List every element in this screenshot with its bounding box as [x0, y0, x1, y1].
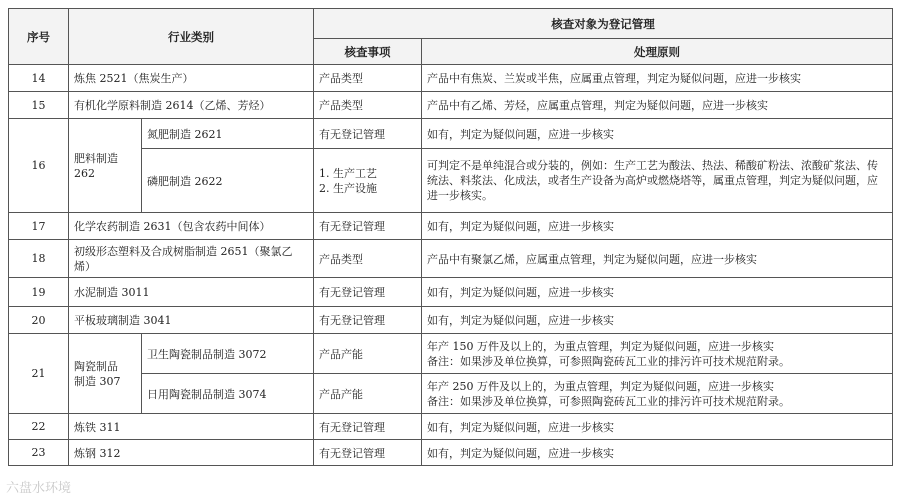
row-item: 产品类型: [314, 65, 422, 92]
row-item: 有无登记管理: [314, 119, 422, 149]
table-row: [9, 92, 893, 119]
row-subcategory: 磷肥制造 2622: [142, 149, 314, 213]
row-item: 产品类型: [314, 92, 422, 119]
table-row: [9, 278, 893, 307]
table-row: [9, 240, 893, 278]
row-industry: 初级形态塑料及合成树脂制造 2651（聚氯乙烯）: [69, 240, 314, 278]
row-seq: 14: [9, 65, 69, 92]
table-row: [9, 149, 893, 213]
header-seq: 序号: [9, 9, 69, 65]
row-principle: 如有，判定为疑似问题，应进一步核实: [422, 307, 893, 334]
row-principle: 产品中有乙烯、芳烃，应属重点管理，判定为疑似问题，应进一步核实: [422, 92, 893, 119]
header-principle: 处理原则: [422, 39, 893, 65]
row-item: 有无登记管理: [314, 440, 422, 466]
row-industry: 化学农药制造 2631（包含农药中间体）: [69, 213, 314, 240]
row-seq: 18: [9, 240, 69, 278]
row-seq: 17: [9, 213, 69, 240]
row-subcategory: 日用陶瓷制品制造 3074: [142, 374, 314, 414]
header-industry: 行业类别: [69, 9, 314, 65]
table-row: [9, 374, 893, 414]
table-row: [9, 213, 893, 240]
row-subcategory: 卫生陶瓷制品制造 3072: [142, 334, 314, 374]
row-group: 肥料制造 262: [69, 119, 142, 213]
row-principle: 可判定不是单纯混合或分装的，例如：生产工艺为酸法、热法、稀酸矿粉法、浓酸矿浆法、传统法、料浆法、化成法，或者生产设备为高炉或燃烧塔等，属重点管理，判定为疑似问题，应进一步核实。: [422, 149, 893, 213]
row-principle: 如有，判定为疑似问题，应进一步核实: [422, 414, 893, 440]
watermark: 六盘水环境: [6, 481, 72, 496]
row-item: 有无登记管理: [314, 213, 422, 240]
row-principle: 如有，判定为疑似问题，应进一步核实: [422, 278, 893, 307]
table-row: [9, 440, 893, 466]
row-group: 陶瓷制品 制造 307: [69, 334, 142, 414]
table-row: [9, 307, 893, 334]
table-row: [9, 334, 893, 374]
check-table: [8, 8, 893, 466]
row-item: 有无登记管理: [314, 278, 422, 307]
table-row: [9, 414, 893, 440]
row-item: 有无登记管理: [314, 307, 422, 334]
row-seq: 16: [9, 119, 69, 213]
row-item: 产品类型: [314, 240, 422, 278]
row-industry: 平板玻璃制造 3041: [69, 307, 314, 334]
row-seq: 19: [9, 278, 69, 307]
row-industry: 有机化学原料制造 2614（乙烯、芳烃）: [69, 92, 314, 119]
row-item: 1. 生产工艺 2. 生产设施: [314, 149, 422, 213]
header-group: 核查对象为登记管理: [314, 9, 893, 39]
header-item: 核查事项: [314, 39, 422, 65]
table-row: [9, 65, 893, 92]
row-industry: 水泥制造 3011: [69, 278, 314, 307]
row-industry: 炼焦 2521（焦炭生产）: [69, 65, 314, 92]
row-item: 产品产能: [314, 334, 422, 374]
table-row: [9, 119, 893, 149]
row-principle: 如有，判定为疑似问题，应进一步核实: [422, 213, 893, 240]
row-subcategory: 氮肥制造 2621: [142, 119, 314, 149]
row-seq: 23: [9, 440, 69, 466]
row-industry: 炼钢 312: [69, 440, 314, 466]
row-principle: 产品中有焦炭、兰炭或半焦，应属重点管理，判定为疑似问题，应进一步核实: [422, 65, 893, 92]
row-item: 有无登记管理: [314, 414, 422, 440]
row-principle: 如有，判定为疑似问题，应进一步核实: [422, 440, 893, 466]
row-principle: 如有，判定为疑似问题，应进一步核实: [422, 119, 893, 149]
row-principle: 产品中有聚氯乙烯，应属重点管理，判定为疑似问题，应进一步核实: [422, 240, 893, 278]
row-industry: 炼铁 311: [69, 414, 314, 440]
row-seq: 21: [9, 334, 69, 414]
row-item: 产品产能: [314, 374, 422, 414]
row-seq: 15: [9, 92, 69, 119]
row-principle: 年产 150 万件及以上的，为重点管理，判定为疑似问题，应进一步核实 备注：如果涉及单位换算，可参照陶瓷砖瓦工业的排污许可技术规范附录。: [422, 334, 893, 374]
row-seq: 22: [9, 414, 69, 440]
row-seq: 20: [9, 307, 69, 334]
row-principle: 年产 250 万件及以上的，为重点管理，判定为疑似问题，应进一步核实 备注：如果涉及单位换算，可参照陶瓷砖瓦工业的排污许可技术规范附录。: [422, 374, 893, 414]
